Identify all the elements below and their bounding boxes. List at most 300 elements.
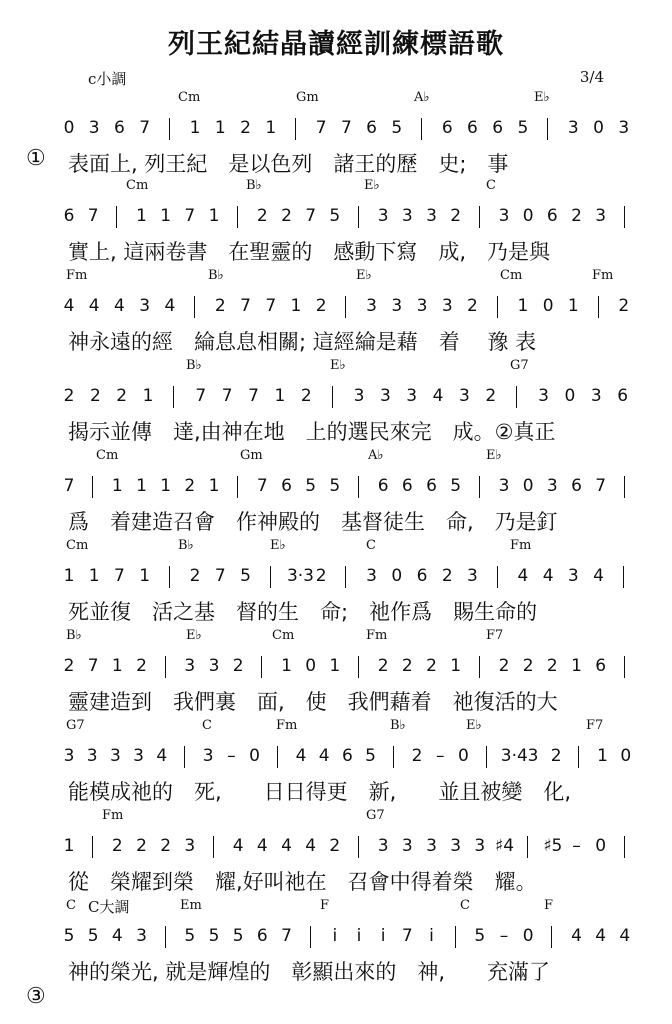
note: 4 — [318, 746, 330, 766]
note: 1 — [111, 656, 123, 676]
note: 3 — [208, 656, 220, 676]
bar-line — [295, 118, 296, 140]
note: 2 — [136, 836, 147, 856]
note: 5 — [184, 926, 196, 946]
bar-line — [332, 386, 333, 408]
note-row — [60, 384, 640, 410]
bar-line — [623, 566, 624, 588]
note: – — [435, 746, 445, 766]
note: 1 — [290, 296, 302, 316]
note: i — [429, 926, 434, 946]
lyric-line: 神的榮光, 就是輝煌的 彰顯出來的 神, 充滿了 — [68, 960, 551, 984]
note: – — [227, 746, 236, 766]
note: 4 — [432, 386, 444, 406]
time-signature: 3/4 — [579, 68, 604, 86]
bar-line — [497, 566, 498, 588]
bar-line — [455, 926, 456, 948]
note: 7 — [184, 206, 196, 226]
note: 2 — [522, 656, 534, 676]
bar-line — [551, 926, 552, 948]
note: 1 — [111, 476, 123, 496]
note: 1 — [281, 656, 292, 676]
note: 1 — [517, 296, 529, 316]
note: 5 — [63, 926, 75, 946]
lyric-line: 能模成祂的 死, 日日得更 新, 並且被變 化, — [68, 780, 572, 804]
chord-symbol: F7 — [586, 718, 604, 733]
note: 2 — [315, 566, 327, 586]
chord-symbol: Em — [180, 898, 202, 913]
chord-symbol: F — [320, 898, 330, 913]
bar-line — [421, 118, 422, 140]
bar-line — [213, 836, 214, 858]
note: 7 — [401, 926, 413, 946]
note: 1 — [329, 656, 341, 676]
chord-symbol: B♭ — [186, 358, 202, 373]
note: 2 — [256, 206, 268, 226]
chord-symbol: G7 — [510, 358, 529, 373]
note: 7 — [195, 386, 207, 406]
note: 6 — [63, 206, 75, 226]
note: 2 — [240, 118, 251, 138]
note: 1 — [160, 206, 172, 226]
note: 6 — [114, 118, 125, 138]
note: – — [499, 926, 509, 946]
note: 3 — [538, 386, 549, 406]
note: 5 — [329, 206, 341, 226]
note: 2 — [160, 836, 172, 856]
note: 4 — [63, 296, 75, 316]
note: 6 — [426, 476, 437, 496]
note: 2 — [401, 656, 413, 676]
chord-symbol: A♭ — [368, 448, 384, 463]
note: 6 — [441, 118, 453, 138]
note: 3 — [426, 206, 437, 226]
note: 4 — [164, 296, 176, 316]
bar-line — [270, 566, 271, 588]
bar-line — [165, 926, 166, 948]
bar-line — [497, 296, 498, 318]
note: 6 — [401, 476, 413, 496]
chord-symbol: E♭ — [466, 718, 482, 733]
note: 7 — [256, 476, 268, 496]
bar-line — [92, 476, 93, 498]
chord-symbol: Fm — [592, 268, 614, 283]
note: 3 — [426, 836, 437, 856]
bar-line — [116, 206, 117, 228]
note-row — [60, 294, 640, 320]
chord-symbol: E♭ — [330, 358, 346, 373]
chord-symbol: E♭ — [270, 538, 286, 553]
note: 0 — [522, 476, 534, 496]
note: 2 — [232, 656, 244, 676]
bar-line — [358, 656, 359, 678]
note: 0 — [542, 296, 554, 316]
bar-line — [624, 656, 625, 678]
note: 2 — [550, 746, 562, 766]
note: 3 — [391, 296, 403, 316]
note: 6 — [595, 656, 607, 676]
note: 0 — [593, 118, 604, 138]
note: 2 — [450, 206, 462, 226]
note: 4 — [111, 926, 123, 946]
note: 0 — [595, 836, 607, 856]
bar-line — [237, 476, 238, 498]
note: 1 — [214, 118, 226, 138]
note: 4 — [571, 926, 582, 946]
note: 2 — [498, 656, 510, 676]
note: 2 — [441, 566, 453, 586]
bar-line — [624, 476, 625, 498]
bar-line — [358, 836, 359, 858]
bar-line — [261, 656, 262, 678]
note: 1 — [63, 566, 75, 586]
note: 4 — [232, 836, 244, 856]
note: 2 — [184, 476, 196, 496]
note: i — [356, 926, 362, 946]
bar-line — [516, 386, 517, 408]
note: 1 — [208, 206, 220, 226]
note: 2 — [571, 206, 582, 226]
note: 2 — [546, 656, 558, 676]
chord-symbol: Cm — [272, 628, 295, 643]
note: 2 — [136, 656, 147, 676]
bar-line — [547, 118, 548, 140]
key-signature: c小調 — [88, 70, 127, 88]
verse-number: ③ — [26, 984, 46, 1009]
note: 0 — [305, 656, 317, 676]
note: 0 — [63, 118, 75, 138]
note: 3 — [88, 118, 100, 138]
note: 1 — [136, 476, 147, 496]
note: 5 — [474, 926, 486, 946]
bar-line — [624, 836, 625, 858]
note: 3 — [136, 926, 147, 946]
note: 2 — [116, 386, 128, 406]
note: 3 — [379, 386, 391, 406]
note: 6 — [617, 386, 629, 406]
note: 6 — [256, 926, 268, 946]
bar-line — [527, 836, 528, 858]
bar-line — [479, 476, 480, 498]
note: 3 — [366, 566, 377, 586]
note: 7 — [139, 118, 151, 138]
lyric-line: 從 榮耀到榮 耀,好叫祂在 召會中得着榮 耀。 — [68, 870, 537, 894]
note: 3 — [353, 386, 365, 406]
note: 2 — [63, 656, 75, 676]
note: 3 — [567, 566, 579, 586]
note: 2 — [426, 656, 437, 676]
note: 5 — [240, 566, 251, 586]
note: 2 — [63, 386, 75, 406]
chord-symbol: C — [460, 898, 470, 913]
chord-symbol: B♭ — [208, 268, 224, 283]
note: – — [572, 836, 581, 856]
note: 3 — [133, 746, 144, 766]
bar-line — [169, 566, 170, 588]
note: 7 — [340, 118, 352, 138]
bar-line — [345, 296, 346, 318]
note: 4 — [281, 836, 292, 856]
chord-symbol: G7 — [66, 718, 85, 733]
note: 0 — [564, 386, 576, 406]
bar-line — [184, 746, 185, 768]
bar-line — [393, 746, 394, 768]
note: 1 — [265, 118, 277, 138]
note: 5 — [517, 118, 529, 138]
bar-line — [624, 206, 625, 228]
key-change-label: C大調 — [88, 898, 130, 916]
note: 3 — [406, 386, 418, 406]
note: 0 — [249, 746, 260, 766]
chord-symbol: E♭ — [364, 178, 380, 193]
chord-symbol: Fm — [102, 808, 124, 823]
bar-line — [173, 386, 174, 408]
note: 7 — [87, 656, 99, 676]
note: 0 — [391, 566, 403, 586]
note: 1 — [208, 476, 220, 496]
note: 2 — [377, 656, 389, 676]
note: 3 — [63, 746, 75, 766]
note: 7 — [248, 386, 259, 406]
note-row — [60, 204, 640, 230]
note: 2 — [411, 746, 423, 766]
chord-symbol: E♭ — [486, 448, 502, 463]
note: 3 — [366, 296, 377, 316]
chord-symbol: C — [486, 178, 496, 193]
note: 3 — [184, 836, 196, 856]
note: 3 — [467, 566, 478, 586]
note: 6 — [341, 746, 353, 766]
chord-symbol: B♭ — [66, 628, 82, 643]
note: 3 — [595, 206, 607, 226]
chord-symbol: C — [202, 718, 212, 733]
note: 2 — [618, 296, 630, 316]
note: 4 — [114, 296, 125, 316]
note: 4 — [256, 836, 268, 856]
note: 3·3 — [286, 566, 314, 586]
note-row — [60, 116, 640, 142]
note: 6 — [492, 118, 504, 138]
note-row — [60, 564, 640, 590]
note: 0 — [457, 746, 469, 766]
chord-symbol: Gm — [296, 90, 319, 105]
note: 0 — [522, 926, 534, 946]
note: 4 — [542, 566, 554, 586]
bar-line — [277, 746, 278, 768]
note: 3 — [184, 656, 196, 676]
note: 1 — [597, 746, 608, 766]
note: 6 — [467, 118, 478, 138]
note: 5 — [87, 926, 99, 946]
note: 1 — [88, 566, 100, 586]
note: 3 — [139, 296, 151, 316]
note: 3 — [109, 746, 121, 766]
chord-symbol: Fm — [510, 538, 532, 553]
note: 7 — [87, 206, 99, 226]
note-row — [60, 834, 640, 860]
chord-symbol: B♭ — [246, 178, 262, 193]
note: 6 — [377, 476, 389, 496]
note: 1 — [139, 566, 151, 586]
note: 7 — [214, 566, 226, 586]
note: 3 — [450, 836, 462, 856]
note: 1 — [450, 656, 462, 676]
chord-symbol: Fm — [366, 628, 388, 643]
note: 7 — [63, 476, 75, 496]
note-row — [60, 924, 640, 950]
chord-symbol: Cm — [500, 268, 523, 283]
note-row — [60, 474, 640, 500]
note: ♯4 — [495, 836, 515, 856]
note: 5 — [232, 926, 244, 946]
bar-line — [358, 476, 359, 498]
chord-symbol: Cm — [96, 448, 119, 463]
bar-line — [194, 296, 195, 318]
note: 7 — [281, 926, 292, 946]
chord-symbol: E♭ — [356, 268, 372, 283]
note: ♯5 — [543, 836, 563, 856]
note: 3 — [590, 386, 602, 406]
bar-line — [310, 926, 311, 948]
lyric-line: 實上, 這兩卷書 在聖靈的 感動下寫 成, 乃是與 — [68, 240, 551, 264]
note-row — [60, 654, 640, 680]
chord-symbol: E♭ — [186, 628, 202, 643]
note: 3 — [459, 386, 470, 406]
chord-symbol: B♭ — [390, 718, 406, 733]
note: 6 — [416, 566, 428, 586]
note: 6 — [546, 206, 558, 226]
note: 7 — [240, 296, 251, 316]
note: 1 — [274, 386, 286, 406]
bar-line — [479, 206, 480, 228]
note: 3 — [567, 118, 579, 138]
note: 3·4 — [500, 746, 528, 766]
note: 3 — [401, 836, 413, 856]
note: 4 — [295, 746, 307, 766]
note: 3 — [474, 836, 486, 856]
note: 2 — [300, 386, 312, 406]
note-row — [60, 744, 640, 770]
note: 6 — [571, 476, 582, 496]
note: 3 — [202, 746, 214, 766]
lyric-line: 爲 着建造召會 作神殿的 基督徒生 命, 乃是釘 — [68, 510, 558, 534]
note: 2 — [281, 206, 292, 226]
chord-symbol: A♭ — [414, 90, 430, 105]
note: 3 — [401, 206, 413, 226]
note: 3 — [498, 476, 510, 496]
note: 1 — [567, 296, 579, 316]
chord-symbol: C — [66, 898, 76, 913]
note: 7 — [595, 476, 607, 496]
note: 3 — [86, 746, 98, 766]
note: 6 — [366, 118, 377, 138]
note: 3 — [498, 206, 510, 226]
note: 3 — [546, 476, 558, 496]
note: 4 — [156, 746, 168, 766]
note: 2 — [485, 386, 497, 406]
chord-symbol: Fm — [66, 268, 88, 283]
chord-symbol: Cm — [126, 178, 149, 193]
note: 2 — [329, 836, 341, 856]
note: 1 — [142, 386, 154, 406]
note: 3 — [441, 296, 453, 316]
note: 7 — [315, 118, 327, 138]
note: 3 — [377, 836, 389, 856]
note: 2 — [214, 296, 226, 316]
note: i — [380, 926, 386, 946]
note: 5 — [305, 476, 317, 496]
note: 3 — [416, 296, 428, 316]
bar-line — [358, 206, 359, 228]
chord-symbol: E♭ — [534, 90, 550, 105]
note: 6 — [281, 476, 292, 496]
note: 7 — [221, 386, 233, 406]
lyric-line: 死並復 活之基 督的生 命; 祂作爲 賜生命的 — [68, 600, 538, 624]
lyric-line: 靈建造到 我們裏 面, 使 我們藉着 祂復活的大 — [68, 690, 558, 714]
bar-line — [479, 656, 480, 678]
bar-line — [169, 118, 170, 140]
chord-symbol: Gm — [240, 448, 263, 463]
bar-line — [237, 206, 238, 228]
note: 4 — [517, 566, 529, 586]
chord-symbol: Fm — [276, 718, 298, 733]
note: 5 — [329, 476, 341, 496]
note: 1 — [571, 656, 582, 676]
bar-line — [345, 566, 346, 588]
bar-line — [578, 746, 579, 768]
chord-symbol: C — [366, 538, 376, 553]
note: 4 — [595, 926, 607, 946]
note: 4 — [88, 296, 100, 316]
note: 7 — [265, 296, 277, 316]
verse-number: ① — [26, 146, 46, 171]
lyric-line: 揭示並傳 達,由神在地 上的選民來完 成。②真正 — [68, 420, 556, 444]
chord-symbol: Cm — [66, 538, 89, 553]
note: 5 — [450, 476, 462, 496]
note: 2 — [189, 566, 201, 586]
chord-symbol: Cm — [178, 90, 201, 105]
bar-line — [598, 296, 599, 318]
note: 5 — [365, 746, 376, 766]
note: 5 — [391, 118, 403, 138]
bar-line — [165, 656, 166, 678]
note: 0 — [522, 206, 534, 226]
lyric-line: 表面上, 列王紀 是以色列 諸王的歷 史; 事 — [68, 152, 509, 176]
note: 1 — [136, 206, 147, 226]
note: 2 — [467, 296, 478, 316]
bar-line — [92, 836, 93, 858]
note: 1 — [189, 118, 201, 138]
note: 3 — [377, 206, 389, 226]
chord-symbol: F7 — [486, 628, 504, 643]
note: 1 — [63, 836, 75, 856]
note: i — [332, 926, 338, 946]
note: 4 — [305, 836, 317, 856]
note: 2 — [89, 386, 101, 406]
note: 1 — [160, 476, 172, 496]
note: 3 — [527, 746, 539, 766]
note: 2 — [315, 296, 327, 316]
note: 2 — [111, 836, 123, 856]
note: 0 — [620, 746, 632, 766]
note: 7 — [114, 566, 125, 586]
note: 4 — [593, 566, 604, 586]
note: 7 — [305, 206, 317, 226]
bar-line — [486, 746, 487, 768]
page-title: 列王紀結晶讀經訓練標語歌 — [168, 29, 504, 60]
chord-symbol: F — [544, 898, 554, 913]
note: 4 — [619, 926, 631, 946]
